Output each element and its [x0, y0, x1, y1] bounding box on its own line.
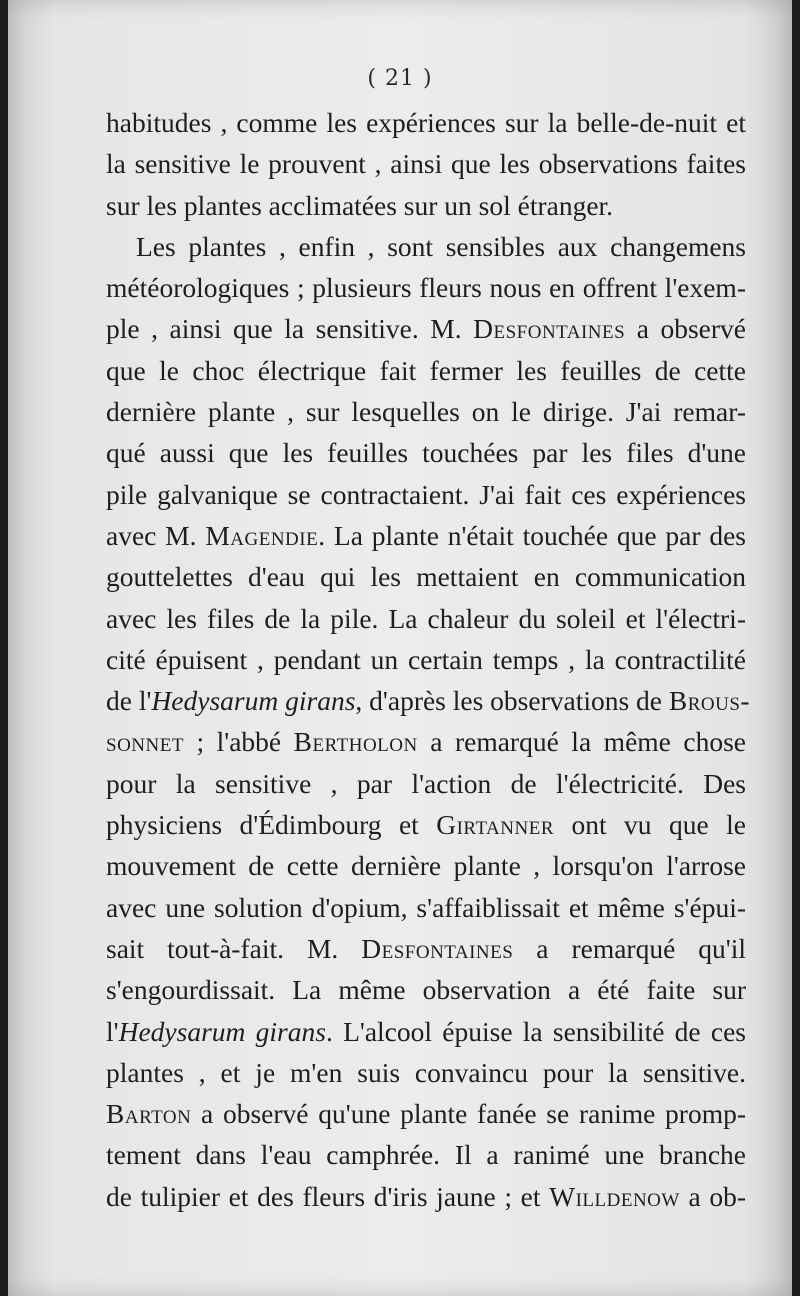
- text-span: de tulipier et des fleurs d'iris jaune ; et: [106, 1180, 550, 1212]
- text-line: [106, 845, 746, 886]
- text-span: qué aussi que les feuilles touchées par les files d'une: [106, 437, 746, 469]
- author-name: Desfontaines: [473, 313, 626, 345]
- text-line: [106, 721, 746, 762]
- text-span: sur les plantes acclimatées sur un sol étranger.: [106, 189, 614, 221]
- text-span: . La plante n'était touchée que par des: [318, 519, 746, 551]
- text-line: [106, 474, 746, 515]
- text-line: [106, 308, 746, 349]
- taxon-name: Hedysarum girans: [118, 1015, 326, 1047]
- text-line: [106, 1011, 746, 1052]
- author-name: Girtanner: [436, 809, 554, 841]
- text-span: avec M.: [106, 519, 206, 551]
- text-line: [106, 928, 746, 969]
- text-span: pour la sensitive , par l'action de l'électricité. Des: [106, 767, 746, 799]
- author-name: Magendie: [205, 519, 319, 551]
- text-span: s'engourdissait. La même observation a été faite sur: [106, 974, 746, 1006]
- author-name: sonnet: [106, 726, 184, 758]
- text-span: ple , ainsi que la sensitive. M.: [106, 313, 474, 345]
- text-line: [106, 639, 746, 680]
- text-line: [106, 969, 746, 1010]
- text-line: [106, 391, 746, 432]
- text-line: [106, 1134, 746, 1175]
- text-line: [106, 887, 746, 928]
- text-line: [106, 350, 746, 391]
- text-span: physiciens d'Édimbourg et: [106, 809, 437, 841]
- text-span: a observé: [625, 313, 746, 345]
- page-number: ( 21 ): [367, 66, 433, 91]
- paragraph-start-line: [106, 226, 746, 267]
- text-span: habitudes , comme les expériences sur la belle-de-nuit et: [106, 107, 746, 138]
- text-span: , d'après les observations de: [355, 685, 669, 717]
- text-span: l': [106, 1015, 119, 1047]
- text-line: [106, 556, 746, 597]
- text-span: cité épuisent , pendant un certain temps , la contractilité: [106, 643, 746, 675]
- text-line: [106, 1176, 746, 1217]
- text-span: ; l'abbé: [183, 726, 294, 758]
- text-line: [106, 267, 746, 308]
- text-line: [106, 185, 746, 226]
- text-span: a remarqué la même chose: [417, 726, 746, 758]
- text-span: . L'alcool épuise la sensibilité de ces: [325, 1015, 746, 1047]
- text-span: la sensitive le prouvent , ainsi que les observations faites: [106, 148, 746, 180]
- text-span: sait tout-à-fait. M.: [106, 932, 362, 964]
- text-span: a observé qu'une plante fanée se ranime promp-: [191, 1098, 746, 1130]
- text-line: [106, 1093, 746, 1134]
- author-name: Willdenow: [549, 1180, 680, 1212]
- text-line: [106, 680, 751, 721]
- text-span: tement dans l'eau camphrée. Il a ranimé une branche: [106, 1139, 746, 1171]
- author-name: Desfontaines: [361, 932, 514, 964]
- body-text: [106, 102, 751, 1217]
- text-span: de l': [106, 685, 152, 717]
- text-span: mouvement de cette dernière plante , lorsqu'on l'arrose: [106, 850, 746, 882]
- text-span: avec une solution d'opium, s'affaiblissait et même s'épui-: [106, 891, 746, 923]
- text-span: a ob-: [679, 1180, 746, 1212]
- text-line: [106, 143, 746, 184]
- text-span: que le choc électrique fait fermer les feuilles de cette: [106, 354, 746, 386]
- text-span: Les plantes , enfin , sont sensibles aux changemens: [136, 230, 746, 262]
- author-name: Bertholon: [293, 726, 418, 758]
- text-line: [106, 763, 746, 804]
- text-line: [106, 1052, 746, 1093]
- text-span: météorologiques ; plusieurs fleurs nous en offrent l'exem-: [106, 272, 746, 304]
- taxon-name: Hedysarum girans: [151, 685, 356, 717]
- text-line: [106, 804, 746, 845]
- book-page: [8, 0, 792, 1296]
- text-span: gouttelettes d'eau qui les mettaient en communication: [106, 561, 746, 593]
- text-line: [106, 598, 746, 639]
- text-span: pile galvanique se contractaient. J'ai fait ces expériences: [106, 478, 746, 510]
- text-span: ont vu que le: [554, 809, 746, 841]
- text-span: dernière plante , sur lesquelles on le dirige. J'ai remar-: [106, 396, 746, 428]
- text-line: [106, 515, 746, 556]
- text-span: a remarqué qu'il: [513, 932, 746, 964]
- text-line: [106, 432, 746, 473]
- author-name: Brous-: [668, 685, 751, 717]
- text-span: plantes , et je m'en suis convaincu pour la sensitive.: [106, 1056, 746, 1088]
- text-line: [106, 102, 746, 143]
- author-name: Barton: [106, 1098, 192, 1130]
- text-span: avec les files de la pile. La chaleur du soleil et l'électri-: [106, 602, 746, 634]
